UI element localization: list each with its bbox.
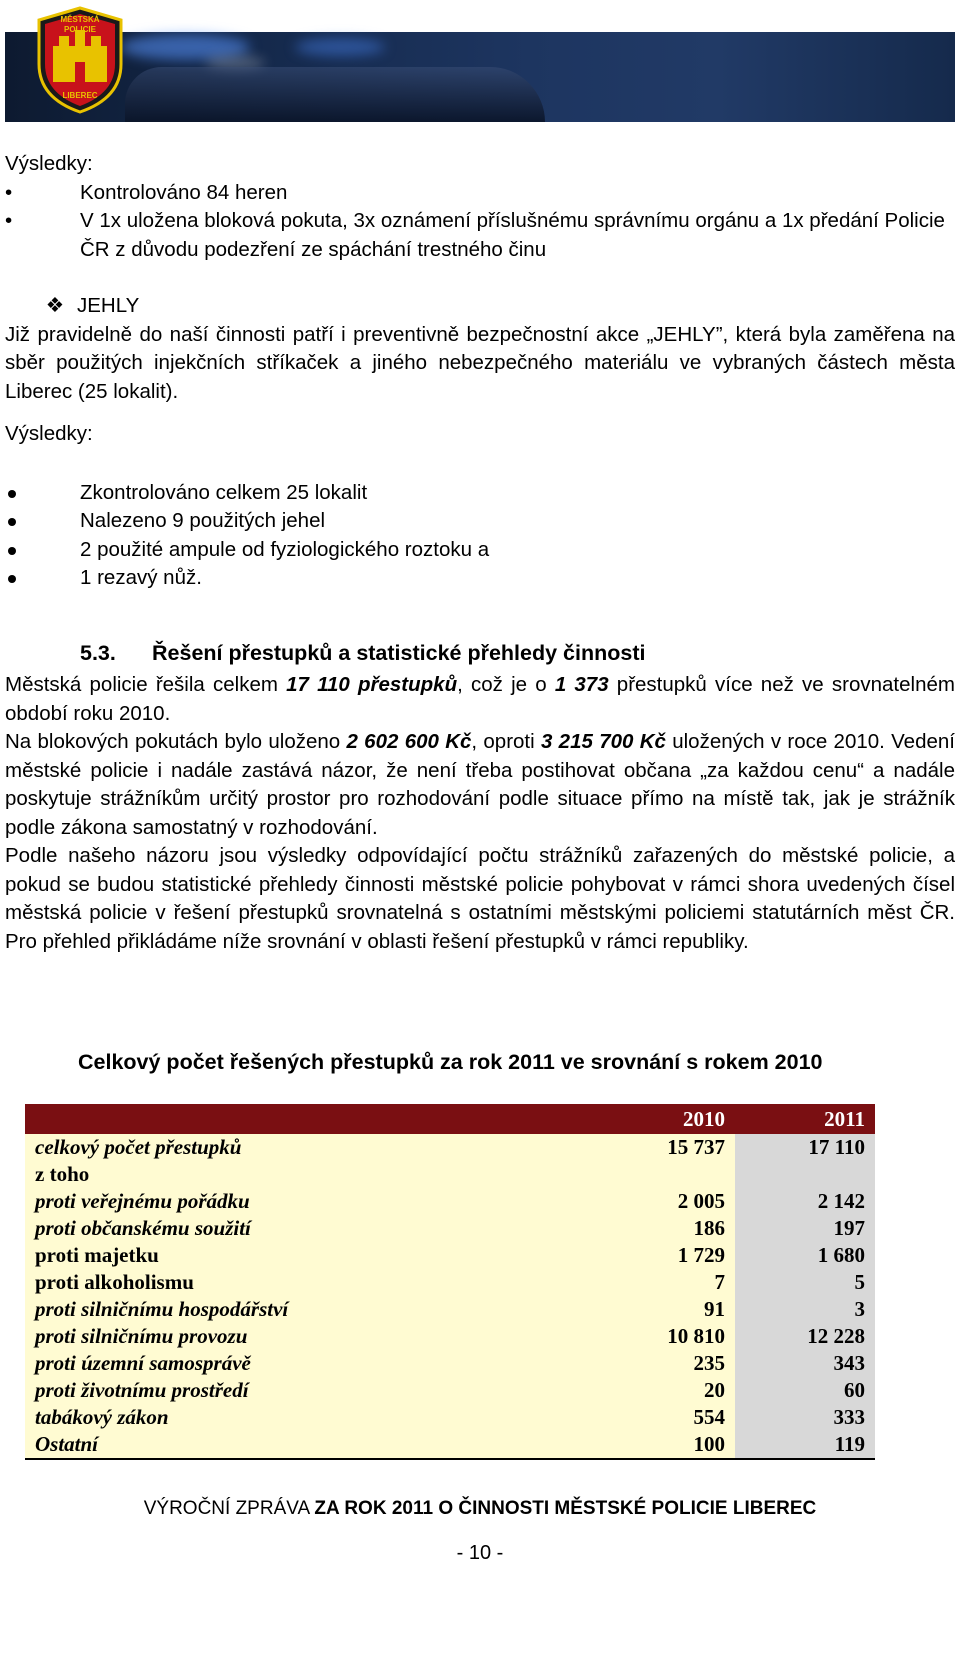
row-label: tabákový zákon — [35, 1405, 169, 1429]
table-row — [25, 1215, 875, 1242]
table-row — [25, 1134, 875, 1161]
bullet-icon: • — [5, 180, 13, 204]
bullet-icon: • — [5, 209, 13, 232]
value-2011: 17 110 — [735, 1134, 875, 1161]
value-2011: 1 680 — [735, 1242, 875, 1269]
table-title: Celkový počet řešených přestupků za rok 2011 ve srovnání s rokem 2010 — [78, 1050, 823, 1074]
value-2011: 3 — [735, 1296, 875, 1323]
value-2010: 10 810 — [667, 1324, 725, 1348]
round-bullet-icon — [8, 490, 16, 498]
list-item: • Kontrolováno 84 heren — [5, 179, 955, 208]
row-label: z toho — [35, 1162, 90, 1186]
list-item: 1 rezavý nůž. — [5, 564, 955, 593]
column-header-2011: 2011 — [735, 1104, 875, 1134]
value-2010: 100 — [595, 1431, 735, 1459]
results-list — [5, 179, 955, 265]
value-2010: 15 737 — [667, 1135, 725, 1159]
diamond-bullet-icon: ❖ — [45, 294, 65, 317]
table-row — [25, 1188, 875, 1215]
table-row — [25, 1431, 875, 1459]
value-2010: 91 — [704, 1297, 725, 1321]
list-item: 2 použité ampule od fyziologického roztoku a — [5, 536, 955, 565]
results-label: Výsledky: — [5, 152, 93, 175]
list-item: Nalezeno 9 použitých jehel — [5, 507, 955, 536]
row-label: proti majetku — [35, 1243, 159, 1267]
offences-comparison-table — [25, 1104, 875, 1460]
page-number: - 10 - — [456, 1542, 504, 1564]
value-2011: 197 — [735, 1215, 875, 1242]
city-police-logo — [35, 6, 125, 114]
banner-photo — [5, 32, 955, 122]
value-2010: 554 — [693, 1405, 725, 1429]
column-header — [25, 1104, 595, 1134]
jehly-paragraph: Již pravidelně do naší činnosti patří i preventivně bezpečnostní akce „JEHLY”, která byla zaměřena na sběr použitých injekčních stříkaček a jiného nebezpečného materiálu ve vybraných částech města Liberec (25 lokalit). — [5, 322, 955, 403]
jehly-results-list — [5, 479, 955, 593]
round-bullet-icon — [8, 518, 16, 526]
value-2010: 20 — [704, 1378, 725, 1402]
svg-text:MĚSTSKÁ: MĚSTSKÁ — [60, 15, 100, 24]
value-2010 — [595, 1161, 735, 1188]
value-2011 — [735, 1161, 875, 1188]
value-2010: 235 — [693, 1351, 725, 1375]
jehly-heading: ❖ JEHLY — [5, 292, 955, 321]
header-banner — [5, 0, 955, 122]
table-header-row — [25, 1104, 875, 1134]
value-2011: 60 — [735, 1377, 875, 1404]
results-label: Výsledky: — [5, 422, 93, 445]
value-2011: 2 142 — [735, 1188, 875, 1215]
paragraph-opinion: Podle našeho názoru jsou výsledky odpovídající počtu strážníků zařazených do městské policie, a pokud se budou statistické přehledy činnosti městské policie pohybovat v rámci shora uvedených čísel městská policie v řešení přestupků srovnatelná s ostatními městskými policiemi statutárních měst ČR. Pro přehled přikládáme níže srovnání v oblasti řešení přestupků v rámci republiky. — [5, 844, 955, 953]
svg-text:POLICIE: POLICIE — [63, 25, 97, 34]
table-row — [25, 1404, 875, 1431]
svg-text:LIBEREC: LIBEREC — [62, 91, 98, 100]
value-2010: 1 729 — [677, 1243, 725, 1267]
document-body — [5, 150, 955, 956]
paragraph-offences: Městská policie řešila celkem 17 110 přestupků, což je o 1 373 přestupků více než ve srovnatelném období roku 2010. — [5, 673, 955, 725]
row-label: proti životnímu prostředí — [35, 1378, 249, 1402]
list-item: • V 1x uložena bloková pokuta, 3x oznámení příslušnému správnímu orgánu a 1x předání Policie ČR z důvodu podezření ze spáchání trestného činu — [5, 209, 945, 261]
value-2010: 2 005 — [677, 1189, 725, 1213]
section-title: Řešení přestupků a statistické přehledy činnosti — [152, 640, 646, 665]
table-row — [25, 1242, 875, 1269]
section-heading — [5, 639, 955, 668]
list-item: Zkontrolováno celkem 25 lokalit — [5, 479, 955, 508]
round-bullet-icon — [8, 547, 16, 555]
row-label: proti veřejnému pořádku — [35, 1189, 250, 1213]
page-footer: VÝROČNÍ ZPRÁVA ZA ROK 2011 O ČINNOSTI MĚSTSKÉ POLICIE LIBEREC — [143, 1498, 817, 1519]
table-row — [25, 1296, 875, 1323]
value-2010: 7 — [714, 1270, 725, 1294]
table-row — [25, 1161, 875, 1188]
paragraph-fines: Na blokových pokutách bylo uloženo 2 602 600 Kč, oproti 3 215 700 Kč uložených v roce 2010. Vedení městské policie i nadále zastává názor, že není třeba postihovat občana „za každou cenu“ a nadále poskytuje strážníkům určitý prostor pro rozhodování podle situace přímo na místě tak, jak je strážník podle zákona samostatný v rozhodování. — [5, 730, 955, 839]
row-label: proti silničnímu hospodářství — [35, 1297, 289, 1321]
row-label: proti silničnímu provozu — [35, 1324, 248, 1348]
table-row — [25, 1350, 875, 1377]
value-2010: 186 — [693, 1216, 725, 1240]
row-label: proti občanskému soužití — [35, 1216, 251, 1240]
value-2011: 5 — [735, 1269, 875, 1296]
section-number: 5.3. — [80, 640, 116, 665]
table-row — [25, 1323, 875, 1350]
value-2011: 119 — [735, 1431, 875, 1459]
table-row — [25, 1269, 875, 1296]
round-bullet-icon — [8, 575, 16, 583]
table-row — [25, 1377, 875, 1404]
value-2011: 333 — [735, 1404, 875, 1431]
value-2011: 343 — [735, 1350, 875, 1377]
row-label: proti alkoholismu — [35, 1270, 194, 1294]
value-2011: 12 228 — [735, 1323, 875, 1350]
row-label: celkový počet přestupků — [35, 1135, 242, 1159]
row-label: proti územní samosprávě — [35, 1351, 251, 1375]
column-header-2010: 2010 — [683, 1107, 725, 1131]
row-label: Ostatní — [25, 1431, 595, 1459]
